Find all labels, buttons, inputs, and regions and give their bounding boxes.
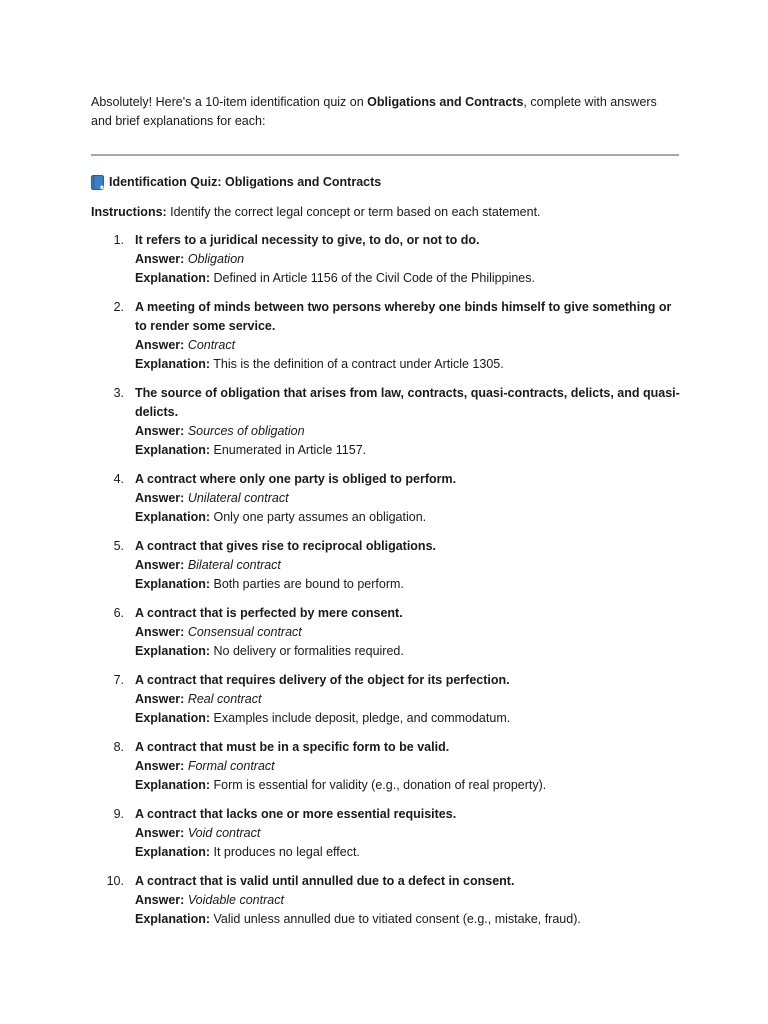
answer-label: Answer: bbox=[135, 893, 185, 907]
quiz-question: A contract that requires delivery of the object for its perfection. bbox=[135, 673, 510, 687]
quiz-item bbox=[91, 384, 681, 460]
explanation-line bbox=[135, 355, 681, 374]
explanation-label: Explanation: bbox=[135, 912, 211, 926]
explanation-label: Explanation: bbox=[135, 644, 211, 658]
answer-label: Answer: bbox=[135, 558, 185, 572]
quiz-item bbox=[91, 738, 681, 795]
answer-value: Formal contract bbox=[187, 759, 275, 773]
answer-line bbox=[135, 336, 681, 355]
quiz-question: The source of obligation that arises from law, contracts, quasi-contracts, delicts, and quasi-delicts. bbox=[135, 386, 680, 419]
answer-value: Consensual contract bbox=[187, 625, 302, 639]
explanation-value: No delivery or formalities required. bbox=[213, 644, 404, 658]
explanation-line bbox=[135, 575, 681, 594]
section-divider bbox=[91, 154, 679, 156]
explanation-line bbox=[135, 441, 681, 460]
answer-line bbox=[135, 489, 681, 508]
answer-label: Answer: bbox=[135, 338, 185, 352]
explanation-value: Defined in Article 1156 of the Civil Code of the Philippines. bbox=[213, 271, 535, 285]
answer-label: Answer: bbox=[135, 625, 185, 639]
explanation-label: Explanation: bbox=[135, 711, 211, 725]
explanation-label: Explanation: bbox=[135, 443, 211, 457]
instructions-label: Instructions: bbox=[91, 205, 167, 219]
quiz-question: A contract that must be in a specific form to be valid. bbox=[135, 740, 450, 754]
explanation-value: Both parties are bound to perform. bbox=[213, 577, 404, 591]
explanation-label: Explanation: bbox=[135, 845, 211, 859]
explanation-value: It produces no legal effect. bbox=[213, 845, 360, 859]
quiz-item-number: 5. bbox=[113, 539, 124, 553]
quiz-item-number: 4. bbox=[113, 472, 124, 486]
answer-label: Answer: bbox=[135, 826, 185, 840]
quiz-question: A contract where only one party is obliged to perform. bbox=[135, 472, 457, 486]
quiz-item bbox=[91, 231, 681, 288]
explanation-label: Explanation: bbox=[135, 271, 211, 285]
quiz-question: It refers to a juridical necessity to give, to do, or not to do. bbox=[135, 233, 480, 247]
explanation-value: Form is essential for validity (e.g., donation of real property). bbox=[213, 778, 547, 792]
quiz-question: A contract that is valid until annulled due to a defect in consent. bbox=[135, 874, 515, 888]
explanation-line bbox=[135, 642, 681, 661]
instructions bbox=[91, 203, 681, 222]
answer-line bbox=[135, 422, 681, 441]
answer-value: Voidable contract bbox=[187, 893, 284, 907]
quiz-item-number: 2. bbox=[113, 300, 124, 314]
answer-value: Unilateral contract bbox=[187, 491, 289, 505]
explanation-line bbox=[135, 269, 681, 288]
explanation-line bbox=[135, 709, 681, 728]
intro-topic: Obligations and Contracts bbox=[367, 95, 524, 109]
answer-value: Obligation bbox=[187, 252, 245, 266]
explanation-line bbox=[135, 910, 681, 929]
quiz-question: A contract that gives rise to reciprocal obligations. bbox=[135, 539, 436, 553]
quiz-question: A contract that is perfected by mere consent. bbox=[135, 606, 403, 620]
answer-value: Real contract bbox=[187, 692, 262, 706]
answer-value: Void contract bbox=[187, 826, 261, 840]
quiz-question: A meeting of minds between two persons whereby one binds himself to give something or to render some service. bbox=[135, 300, 672, 333]
explanation-line bbox=[135, 843, 681, 862]
answer-label: Answer: bbox=[135, 692, 185, 706]
intro-text-start: Absolutely! Here's a 10-item identification quiz on bbox=[91, 95, 368, 109]
quiz-item bbox=[91, 537, 681, 594]
answer-value: Contract bbox=[187, 338, 236, 352]
answer-line bbox=[135, 824, 681, 843]
quiz-item-number: 7. bbox=[113, 673, 124, 687]
quiz-item-number: 3. bbox=[113, 386, 124, 400]
answer-value: Bilateral contract bbox=[187, 558, 281, 572]
answer-label: Answer: bbox=[135, 424, 185, 438]
quiz-item-number: 10. bbox=[106, 874, 124, 888]
explanation-value: Valid unless annulled due to vitiated consent (e.g., mistake, fraud). bbox=[213, 912, 581, 926]
explanation-line bbox=[135, 776, 681, 795]
answer-label: Answer: bbox=[135, 491, 185, 505]
blue-book-icon bbox=[91, 175, 104, 190]
answer-line bbox=[135, 757, 681, 776]
intro-text-end: , complete with answers and brief explanations for each: bbox=[91, 95, 657, 128]
answer-line bbox=[135, 690, 681, 709]
quiz-item-number: 8. bbox=[113, 740, 124, 754]
explanation-label: Explanation: bbox=[135, 357, 211, 371]
explanation-label: Explanation: bbox=[135, 510, 211, 524]
explanation-value: This is the definition of a contract under Article 1305. bbox=[213, 357, 504, 371]
answer-line bbox=[135, 250, 681, 269]
quiz-item bbox=[91, 604, 681, 661]
quiz-heading bbox=[91, 173, 681, 191]
explanation-line bbox=[135, 508, 681, 527]
quiz-item-list bbox=[91, 231, 681, 929]
quiz-item-number: 1. bbox=[113, 233, 124, 247]
answer-label: Answer: bbox=[135, 759, 185, 773]
explanation-value: Only one party assumes an obligation. bbox=[213, 510, 427, 524]
intro-paragraph bbox=[91, 93, 681, 131]
quiz-item-number: 6. bbox=[113, 606, 124, 620]
document-body bbox=[91, 93, 681, 939]
quiz-item bbox=[91, 470, 681, 527]
quiz-item bbox=[91, 671, 681, 728]
quiz-item bbox=[91, 805, 681, 862]
answer-line bbox=[135, 891, 681, 910]
answer-line bbox=[135, 556, 681, 575]
explanation-value: Examples include deposit, pledge, and commodatum. bbox=[213, 711, 511, 725]
quiz-title: Identification Quiz: Obligations and Contracts bbox=[109, 175, 382, 189]
explanation-value: Enumerated in Article 1157. bbox=[213, 443, 367, 457]
explanation-label: Explanation: bbox=[135, 577, 211, 591]
quiz-item-number: 9. bbox=[113, 807, 124, 821]
answer-label: Answer: bbox=[135, 252, 185, 266]
quiz-item bbox=[91, 298, 681, 374]
quiz-question: A contract that lacks one or more essential requisites. bbox=[135, 807, 457, 821]
quiz-item bbox=[91, 872, 681, 929]
explanation-label: Explanation: bbox=[135, 778, 211, 792]
answer-value: Sources of obligation bbox=[187, 424, 305, 438]
answer-line bbox=[135, 623, 681, 642]
instructions-text: Identify the correct legal concept or term based on each statement. bbox=[166, 205, 541, 219]
